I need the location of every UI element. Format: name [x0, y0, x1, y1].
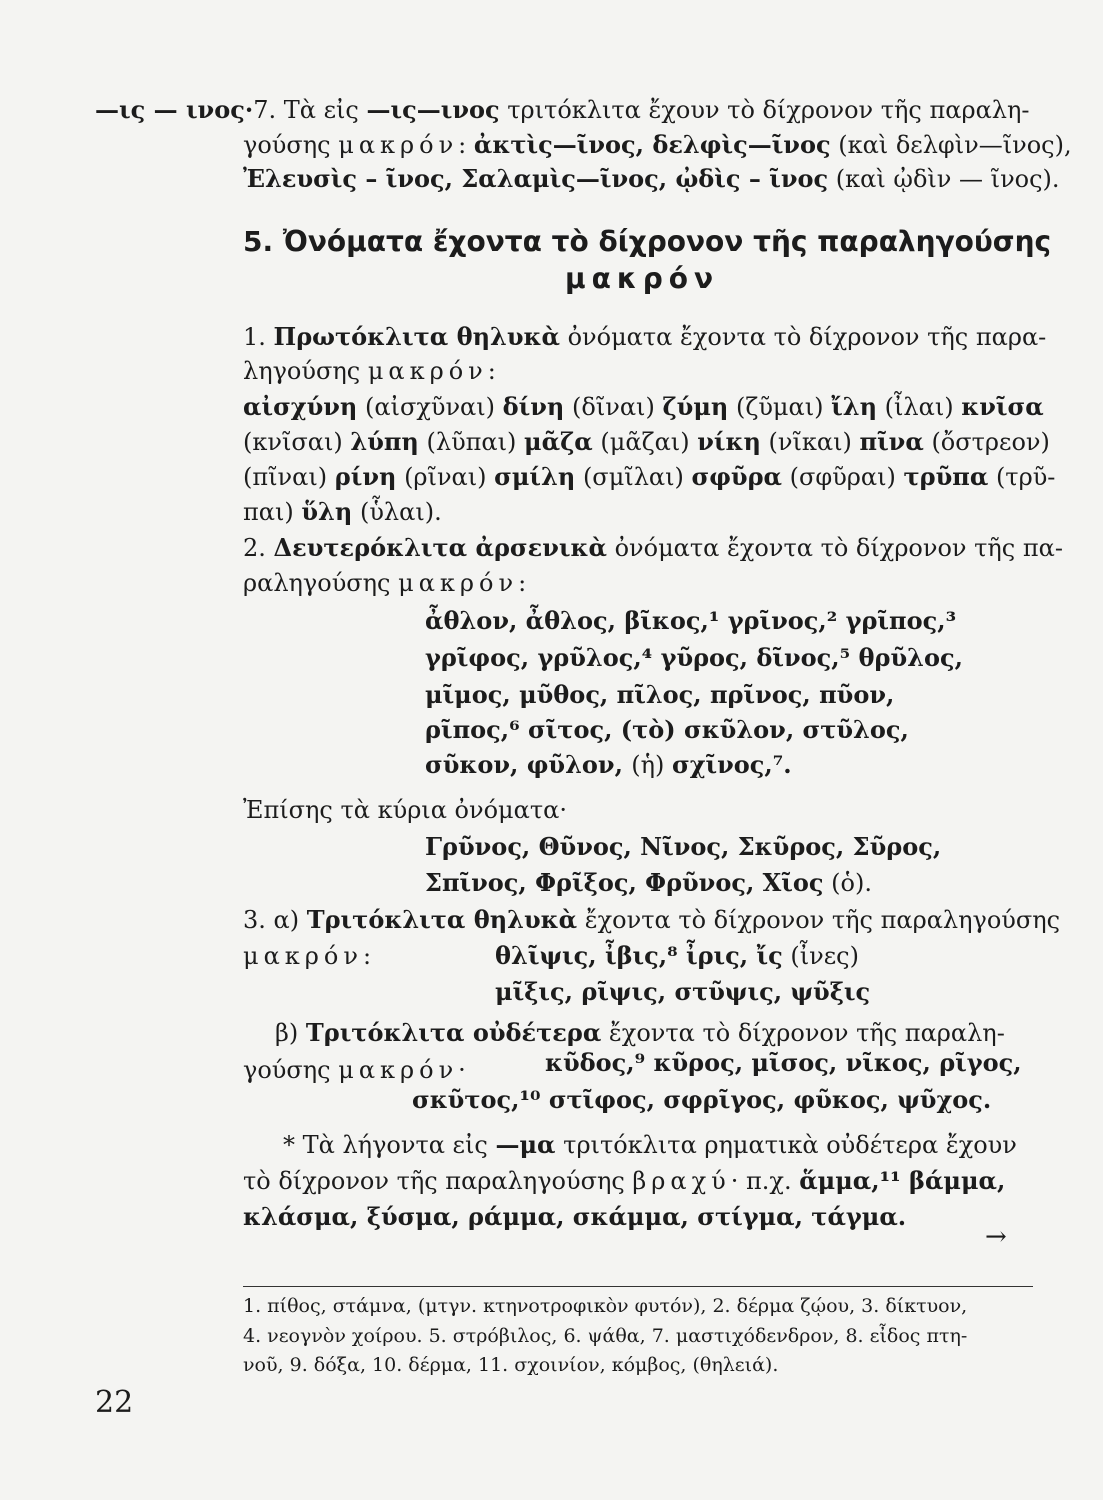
text-line: [243, 941, 371, 971]
word-list-line: μῖμος, μῦθος, πῖλος, πρῖνος, πῦον,: [425, 680, 895, 709]
text: ἔχοντα τὸ δίχρονον τῆς παραλη-: [601, 1019, 1005, 1047]
word-list-line: [425, 750, 792, 780]
spaced-word: μακρόν: [338, 1056, 459, 1084]
text: :: [458, 131, 474, 159]
text: :: [518, 569, 527, 597]
text: ὀνόματα ἔχοντα τὸ δίχρονον τῆς πα-: [606, 534, 1063, 562]
plural: (σμῖλαι): [575, 463, 692, 491]
plural: (λῦπαι): [418, 428, 525, 456]
section-heading-line2: μακρόν: [565, 262, 720, 295]
category-bold: Τριτόκλιτα θηλυκὰ: [306, 905, 578, 934]
text: Τὰ εἰς: [276, 96, 367, 124]
word-list-line: ἆθλον, ἆθλος, βῖκος,¹ γρῖνος,² γρῖπος,³: [425, 606, 957, 635]
text-line: [243, 356, 496, 386]
footnote-line: 4. νεογνὸν χοίρου. 5. στρόβιλος, 6. ψάθα, 7. μαστιχόδενδρον, 8. εἶδος πτη-: [243, 1325, 968, 1347]
text-line: Ἐπίσης τὰ κύρια ὀνόματα·: [243, 796, 567, 824]
word: σφῦρα: [691, 462, 783, 491]
text-line: [243, 533, 1063, 563]
text-line: [243, 905, 1060, 935]
text-line: [243, 164, 1060, 194]
item-letter: β): [275, 1019, 306, 1047]
footnote-divider: [243, 1286, 1033, 1287]
category-bold: Πρωτόκλιτα θηλυκὰ: [273, 322, 560, 351]
article: (ἡ): [631, 751, 673, 779]
text: ληγούσης: [243, 357, 368, 385]
text: * Τὰ λήγοντα εἰς: [283, 1131, 496, 1159]
ending-bold: —μα: [495, 1130, 556, 1159]
text: (καὶ δελφὶν—ῖνος),: [830, 131, 1072, 159]
word: κνῖσα: [961, 392, 1044, 421]
word: σχῖνος,⁷.: [672, 750, 792, 779]
text: τὸ δίχρονον τῆς παραληγούσης: [243, 1167, 633, 1195]
spaced-word: μακρόν: [398, 569, 519, 597]
example-words: Ἐλευσὶς – ῖνος, Σαλαμὶς—ῖνος, ᾠδὶς – ῖνος: [243, 164, 829, 193]
side-label-line: [95, 95, 1029, 125]
text: · π.χ.: [730, 1167, 800, 1195]
text-line: [243, 322, 1046, 352]
word-list-line: [243, 462, 1055, 492]
plural: (ὗλαι).: [352, 498, 442, 526]
item-number: 7.: [253, 96, 277, 124]
footnote-line: 1. πίθος, στάμνα, (μτγν. κτηνοτροφικὸν φυτόν), 2. δέρμα ζῴου, 3. δίκτυον,: [243, 1295, 968, 1317]
category-bold: Τριτόκλιτα οὐδέτερα: [305, 1018, 602, 1047]
plural: (σφῦραι): [782, 463, 904, 491]
plural: (δῖναι): [564, 393, 663, 421]
text: :: [487, 357, 496, 385]
plural: (ὄστρεον): [923, 428, 1050, 456]
word-list-line: σκῦτος,¹⁰ στῖφος, σφρῖγος, φῦκος, ψῦχος.: [412, 1085, 992, 1114]
word: λύπη: [350, 427, 419, 456]
plural: (μᾶζαι): [592, 428, 698, 456]
spaced-word: μακρόν: [338, 131, 459, 159]
word-list-line: [495, 941, 859, 971]
article: (ὁ).: [823, 869, 872, 897]
words: θλῖψις, ἶβις,⁸ ἶρις, ἴς: [495, 941, 783, 970]
example-words: ἀκτὶς—ῖνος, δελφὶς—ῖνος: [473, 130, 831, 159]
plural: (ἶνες): [782, 942, 859, 970]
text-line: [243, 568, 526, 598]
side-label: —ις — ινος·: [95, 95, 254, 124]
word: νίκη: [697, 427, 761, 456]
word-list-line: κῦδος,⁹ κῦρος, μῖσος, νῖκος, ρῖγος,: [545, 1048, 1022, 1077]
word: σμίλη: [494, 462, 576, 491]
proper-names: Σπῖνος, Φρῖξος, Φρῦνος, Χῖος: [425, 868, 824, 897]
page-number: 22: [95, 1385, 134, 1420]
text-line: [275, 1018, 1005, 1048]
proper-names-line: Γρῦνος, Θῦνος, Νῖνος, Σκῦρος, Σῦρος,: [425, 832, 942, 861]
note-line: κλάσμα, ξύσμα, ράμμα, σκάμμα, στίγμα, τάγμα.: [243, 1202, 907, 1231]
word: τρῦπα: [903, 462, 989, 491]
arrow-right-icon: →: [985, 1222, 1007, 1252]
plural: (τρῦ-: [988, 463, 1056, 491]
word: δίνη: [502, 392, 565, 421]
ending-bold: —ις—ινος: [366, 95, 500, 124]
word: ὕλη: [301, 497, 353, 526]
plural: (νῖκαι): [760, 428, 860, 456]
word-list-line: [243, 392, 1044, 422]
item-number: 3. α): [243, 906, 307, 934]
item-number: 1.: [243, 323, 274, 351]
word-list-line: μῖξις, ρῖψις, στῦψις, ψῦξις: [495, 977, 871, 1006]
word: αἰσχύνη: [243, 392, 358, 421]
note-line: [243, 1166, 1005, 1196]
word: πῖνα: [859, 427, 924, 456]
plural: παι): [243, 498, 302, 526]
section-heading: 5. Ὀνόματα ἔχοντα τὸ δίχρονον τῆς παραληγούσης: [243, 225, 1052, 258]
example-words: ἅμμα,¹¹ βάμμα,: [799, 1166, 1006, 1195]
plural: (ρῖναι): [396, 463, 495, 491]
word-list-line: [243, 427, 1050, 457]
text: γούσης: [243, 1056, 339, 1084]
spaced-word: μακρόν: [243, 942, 363, 970]
text: τριτόκλιτα ρηματικὰ οὐδέτερα ἔχουν: [555, 1131, 1017, 1159]
word-list-line: ρῖπος,⁶ σῖτος, (τὸ) σκῦλον, στῦλος,: [425, 715, 909, 744]
word: ἴλη: [831, 392, 878, 421]
text: τριτόκλιτα ἔχουν τὸ δίχρονον τῆς παραλη-: [499, 96, 1030, 124]
text-line: [243, 1055, 466, 1085]
word-list-line: [243, 497, 442, 527]
word: ρίνη: [334, 462, 397, 491]
plural: (κνῖσαι): [243, 428, 351, 456]
word: ζύμη: [662, 392, 729, 421]
proper-names-line: [425, 868, 872, 898]
plural: (πῖναι): [243, 463, 335, 491]
text: ·: [458, 1056, 466, 1084]
word-list-line: γρῖφος, γρῦλος,⁴ γῦρος, δῖνος,⁵ θρῦλος,: [425, 643, 963, 672]
footnote-line: νοῦ, 9. δόξα, 10. δέρμα, 11. σχοινίον, κόμβος, (θηλειά).: [243, 1354, 779, 1376]
word: μᾶζα: [524, 427, 593, 456]
spaced-word: βραχύ: [632, 1167, 731, 1195]
text: γούσης: [243, 131, 339, 159]
text: (καὶ ᾠδὶν — ῖνος).: [828, 165, 1060, 193]
text: :: [362, 942, 372, 970]
category-bold: Δευτερόκλιτα ἀρσενικὰ: [273, 533, 607, 562]
text: ὀνόματα ἔχοντα τὸ δίχρονον τῆς παρα-: [559, 323, 1047, 351]
word: σῦκον, φῦλον,: [425, 750, 632, 779]
spaced-word: μακρόν: [367, 357, 488, 385]
text: ραληγούσης: [243, 569, 399, 597]
item-number: 2.: [243, 534, 274, 562]
text: ἔχοντα τὸ δίχρονον τῆς παραληγούσης: [577, 906, 1061, 934]
note-line: [283, 1130, 1017, 1160]
text-line: [243, 130, 1072, 160]
plural: (ζῦμαι): [728, 393, 832, 421]
plural: (ἶλαι): [877, 393, 962, 421]
plural: (αἰσχῦναι): [357, 393, 503, 421]
